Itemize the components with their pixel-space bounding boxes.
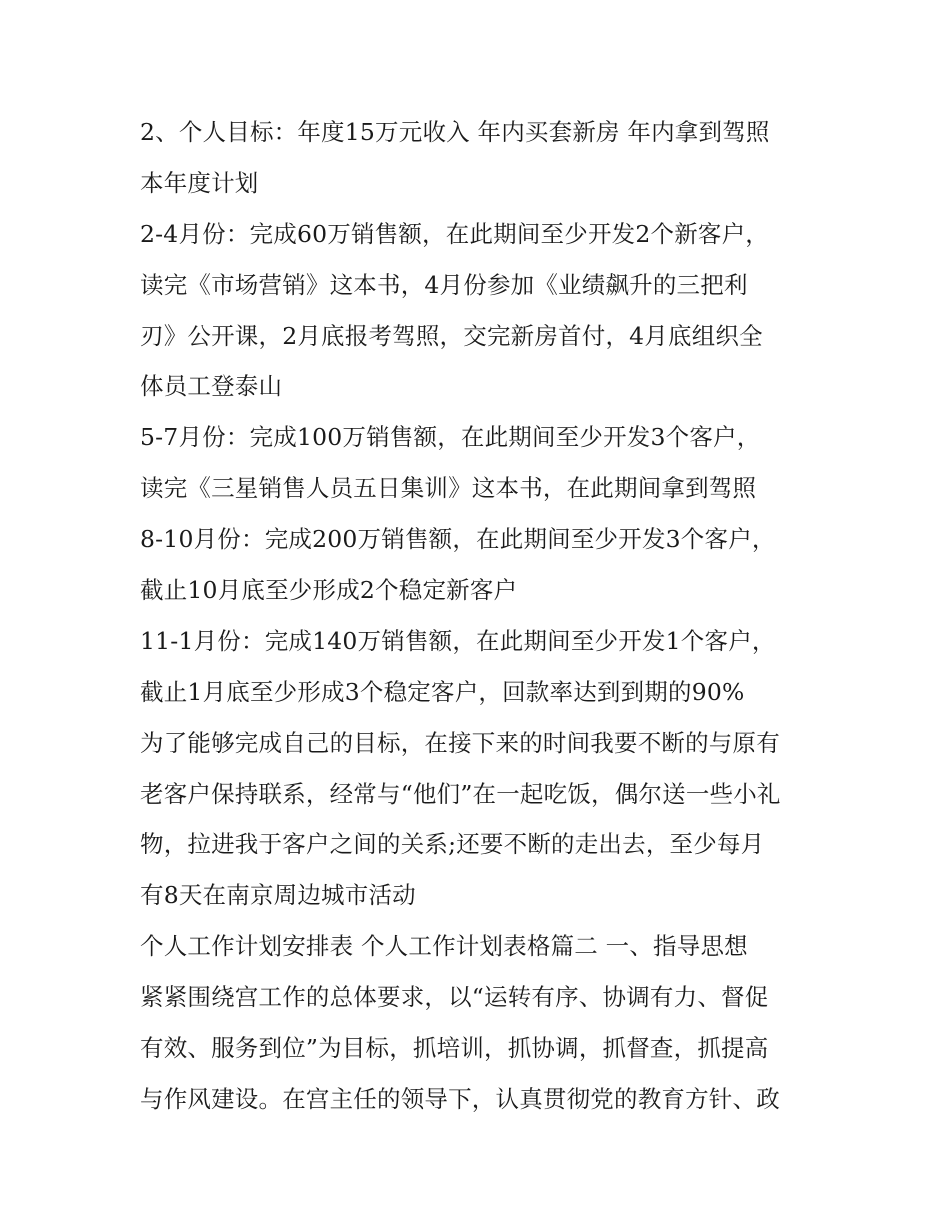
text-line: 截止1月底至少形成3个稳定客户，回款率达到到期的90% [140, 677, 745, 706]
text-line: 有效、服务到位”为目标，抓培训，抓协调，抓督查，抓提高 [140, 1034, 769, 1063]
text-line: 读完《市场营销》这本书，4月份参加《业绩飙升的三把利 [140, 270, 748, 299]
text-line: 2、个人目标：年度15万元收入 年内买套新房 年内拿到驾照 [140, 118, 770, 146]
text-line: 与作风建设。在宫主任的领导下，认真贯彻党的教育方针、政 [140, 1084, 780, 1113]
text-line: 有8天在南京周边城市活动 [140, 881, 416, 910]
text-line: 11-1月份：完成140万销售额，在此期间至少开发1个客户， [140, 626, 776, 655]
text-line: 截止10月底至少形成2个稳定新客户 [140, 576, 518, 605]
document-body [140, 107, 840, 1125]
text-line: 物，拉进我于客户之间的关系;还要不断的走出去，至少每月 [140, 830, 765, 859]
text-line: 为了能够完成自己的目标，在接下来的时间我要不断的与原有 [140, 728, 780, 757]
text-line: 2-4月份：完成60万销售额，在此期间至少开发2个新客户， [140, 219, 769, 248]
text-line: 本年度计划 [140, 168, 259, 197]
text-line: 老客户保持联系，经常与“他们”在一起吃饭，偶尔送一些小礼 [140, 779, 781, 808]
text-line: 体员工登泰山 [140, 372, 283, 401]
text-line: 刃》公开课，2月底报考驾照，交完新房首付，4月底组织全 [140, 321, 763, 350]
text-line: 5-7月份：完成100万销售额，在此期间至少开发3个客户， [140, 423, 761, 452]
text-line: 个人工作计划安排表 个人工作计划表格篇二 一、指导思想 [140, 932, 748, 961]
text-line: 8-10月份：完成200万销售额，在此期间至少开发3个客户， [140, 525, 776, 554]
text-line: 紧紧围绕宫工作的总体要求，以“运转有序、协调有力、督促 [140, 983, 769, 1012]
text-line: 读完《三星销售人员五日集训》这本书，在此期间拿到驾照 [140, 474, 757, 503]
